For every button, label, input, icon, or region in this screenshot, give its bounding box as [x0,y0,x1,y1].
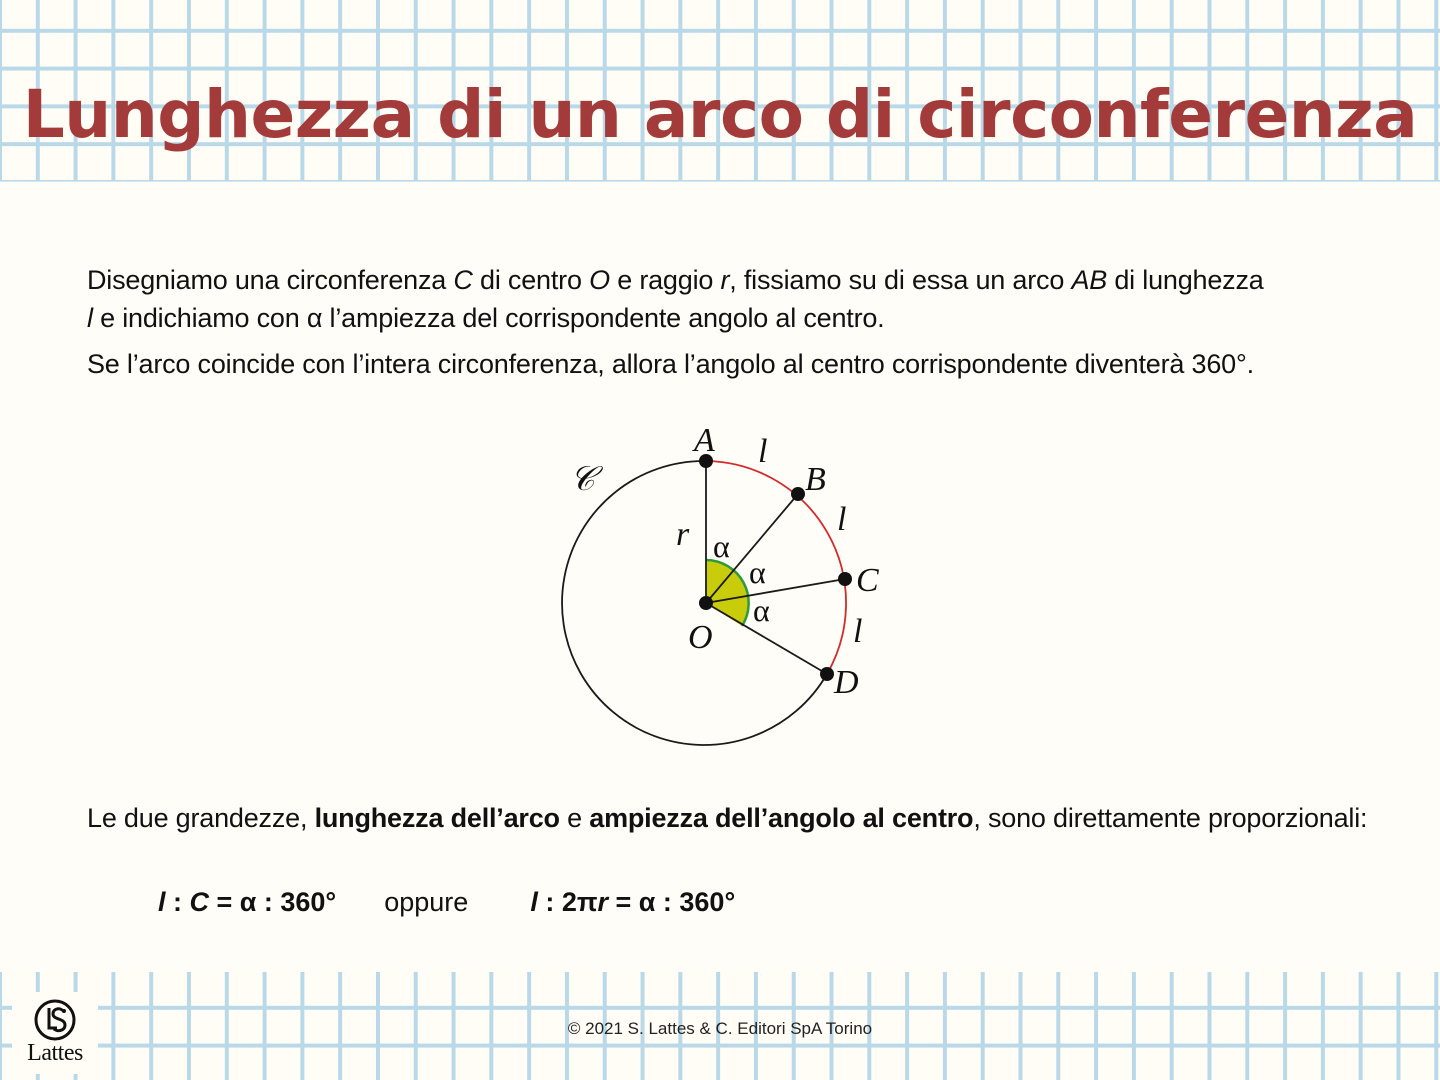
full-circle-paragraph: Se l’arco coincide con l’intera circonferenza, allora l’angolo al centro corrispondente diventerà 360°. [87,349,1254,379]
point-D [820,667,834,681]
symbol-r: r [720,265,730,295]
formula-2 [530,887,735,917]
text: di centro [472,265,590,295]
point-B [791,487,805,501]
label-D: D [834,664,859,701]
symbol-AB: AB [1071,265,1108,295]
text: e [559,803,590,833]
symbol-C: C [453,265,473,295]
text: di lunghezza [1107,265,1264,295]
slide-title: Lunghezza di un arco di circonferenza [22,76,1418,153]
intro-paragraph [87,261,1377,337]
label-alpha-2: α [749,554,766,590]
bold-arc-length: lunghezza dell’arco [314,803,560,833]
label-B: B [805,461,826,498]
text: e raggio [609,265,721,295]
or-text: oppure [384,887,469,917]
arc-diagram [550,415,900,755]
label-A: A [694,422,715,459]
label-arc-l-1: l [758,433,768,470]
var-l: l [158,887,166,917]
label-alpha-1: α [713,528,730,564]
label-circle-C: 𝒞 [570,461,595,498]
label-alpha-3: α [753,592,770,628]
point-O [699,596,713,610]
text: , fissiamo su di essa un arco [729,265,1072,295]
label-arc-l-3: l [853,613,863,650]
text: = α : 360° [608,887,736,917]
bold-angle-width: ampiezza dell’angolo al centro [589,803,974,833]
text: = α : 360° [209,887,337,917]
text: Disegniamo una circonferenza [87,265,454,295]
copyright-text: © 2021 S. Lattes & C. Editori SpA Torino [567,1019,873,1038]
point-C [838,572,852,586]
text: : 2π [537,887,598,917]
circle-outline [562,461,827,745]
formula-1 [158,887,336,917]
text: : [165,887,190,917]
label-r: r [676,516,690,553]
var-l: l [530,887,538,917]
proportionality-paragraph [87,799,1377,837]
text: e indichiamo con α l’ampiezza del corrispondente angolo al centro. [92,303,885,333]
label-arc-l-2: l [837,501,847,538]
label-O: O [688,619,713,656]
formulas-row [158,883,735,921]
text: Le due grandezze, [87,803,315,833]
label-C: C [856,562,879,599]
symbol-l: l [87,303,93,333]
symbol-O: O [589,265,610,295]
logo-text: Lattes [27,1040,83,1066]
text: , sono direttamente proporzionali: [973,803,1368,833]
var-r: r [597,887,609,917]
var-C: C [189,887,210,917]
